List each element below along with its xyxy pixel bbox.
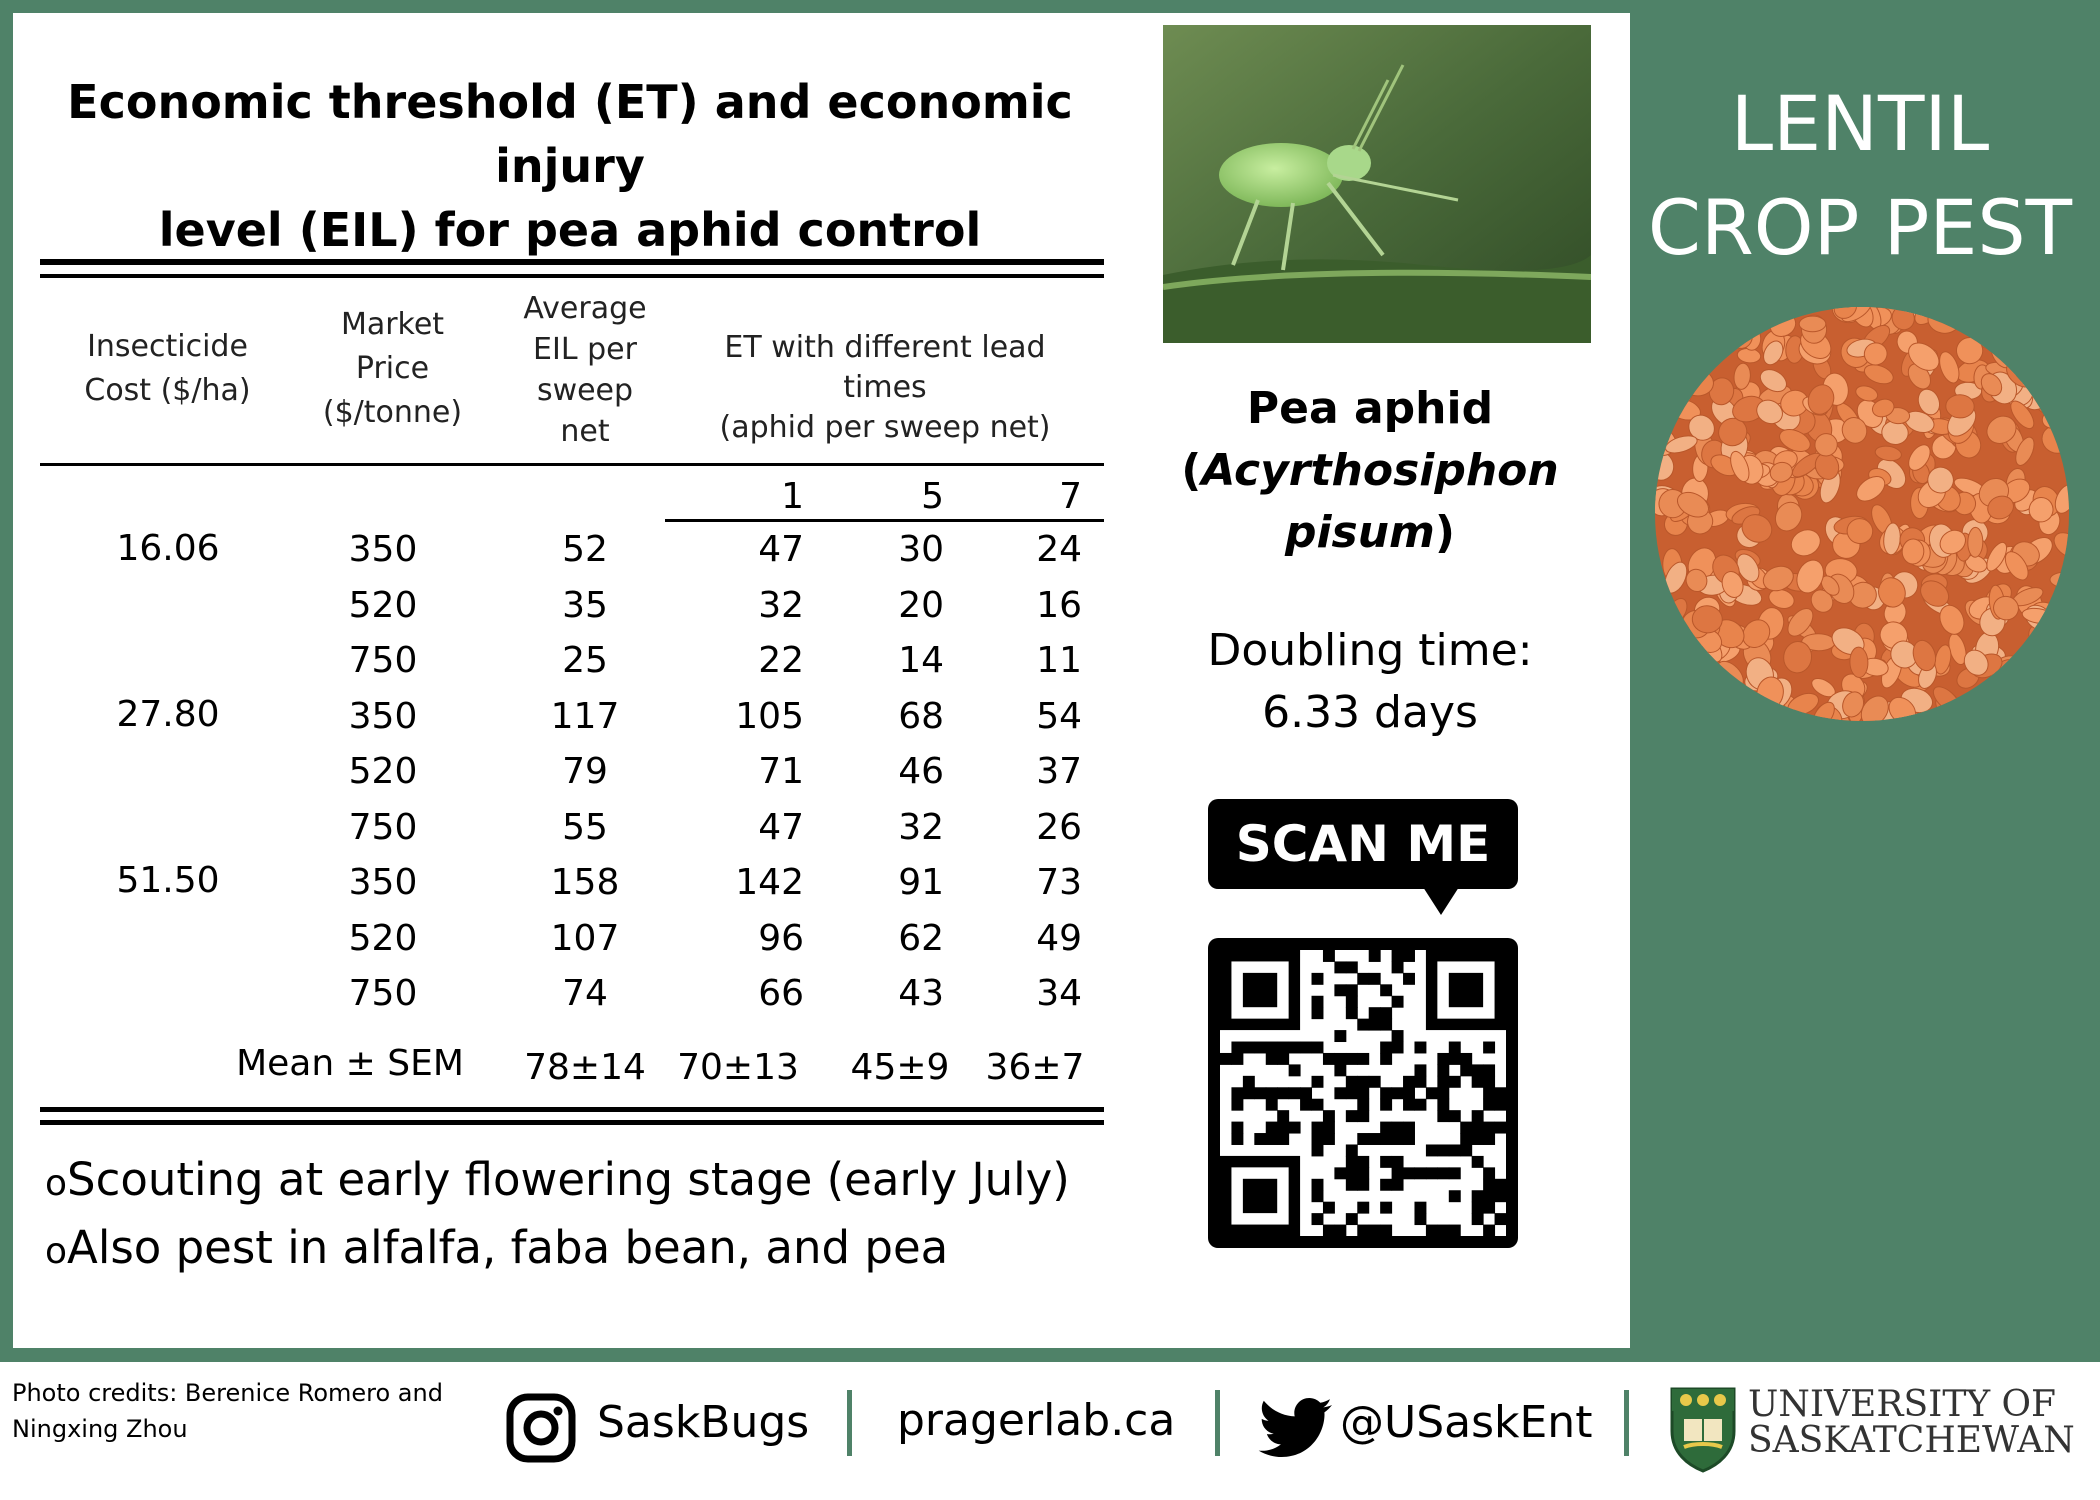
footer-divider [847,1390,852,1456]
header-et-lead-times: ET with different lead times (aphid per sweep net) [719,330,1051,445]
instagram-handle[interactable]: SaskBugs [597,1397,810,1448]
table-cell-et5: 32 [898,807,944,848]
university-name: UNIVERSITY OF SASKATCHEWAN [1748,1384,2075,1461]
doubling-time: Doubling time: 6.33 days [1207,625,1533,738]
mean-et7: 36±7 [985,1047,1085,1088]
table-cell-price: 350 [348,696,418,737]
lead-time-1: 1 [781,476,804,517]
table-cell-price: 750 [348,640,418,681]
header-insecticide-cost: Insecticide Cost ($/ha) [84,329,251,408]
table-cell-eil: 158 [550,862,620,903]
bullet-list [45,1148,1070,1284]
university-crest-icon [1668,1385,1738,1473]
table-cell-price: 350 [348,862,418,903]
table-cell-et1: 66 [758,973,804,1014]
table-cell-price: 520 [348,585,418,626]
table-cell-et1: 71 [758,751,804,792]
table-cell-et1: 96 [758,918,804,959]
table-cell-et7: 26 [1036,807,1082,848]
lead-time-5: 5 [921,476,944,517]
mean-et5: 45±9 [850,1047,950,1088]
header-average-eil: Average EIL per sweep net [523,291,647,449]
list-item: oScouting at early flowering stage (early July) [45,1153,1070,1206]
photo-credits: Photo credits: Berenice Romero and Ningxing Zhou [12,1379,443,1443]
table-top-rule [40,259,1104,265]
lentil-photo [1655,307,2069,721]
table-cell-price: 750 [348,807,418,848]
table-cell-price: 520 [348,918,418,959]
table-cell-price: 350 [348,529,418,570]
header-rule [40,463,1104,466]
mean-eil: 78±14 [524,1047,646,1088]
table-cell-eil: 52 [562,529,608,570]
table-cell-et7: 37 [1036,751,1082,792]
list-item: oAlso pest in alfalfa, faba bean, and pea [45,1221,949,1274]
scan-me-pointer [1423,887,1459,915]
cost-group-3: 51.50 [116,860,220,901]
page-title: Economic threshold (ET) and economic injury level (EIL) for pea aphid control [67,75,1073,257]
twitter-handle[interactable]: @USaskEnt [1340,1397,1593,1448]
header-market-price: Market Price ($/tonne) [322,307,463,430]
table-cell-et5: 30 [898,529,944,570]
table-cell-eil: 117 [550,696,620,737]
footer-divider [1624,1390,1629,1456]
twitter-icon[interactable] [1258,1397,1334,1461]
scan-me-label: SCAN ME [1208,799,1518,889]
table-cell-et7: 24 [1036,529,1082,570]
table-top-rule-thin [40,274,1104,278]
table-cell-et1: 47 [758,807,804,848]
table-cell-et1: 142 [735,862,804,903]
table-cell-et5: 43 [898,973,944,1014]
table-cell-et7: 54 [1036,696,1082,737]
table-cell-eil: 74 [562,973,608,1014]
mean-et1: 70±13 [677,1047,799,1088]
aphid-photo [1163,25,1591,343]
species-name: Pea aphid (Acyrthosiphon pisum) [1181,383,1559,558]
aphid-illustration [1163,25,1591,343]
table-cell-et7: 16 [1036,585,1082,626]
lead-time-7: 7 [1059,476,1082,517]
qr-code[interactable] [1208,938,1518,1248]
table-cell-et1: 32 [758,585,804,626]
table-cell-et7: 11 [1036,640,1082,681]
table-cell-et5: 14 [898,640,944,681]
lead-time-rule [665,519,1104,522]
qr-code-icon [1220,950,1506,1236]
table-cell-eil: 25 [562,640,608,681]
table-cell-et7: 49 [1036,918,1082,959]
mean-label: Mean ± SEM [236,1043,464,1084]
lentil-illustration [1655,307,2069,721]
table-bottom-rule [40,1107,1104,1112]
table-cell-et1: 105 [735,696,804,737]
website-link[interactable]: pragerlab.ca [897,1395,1176,1446]
table-cell-eil: 79 [562,751,608,792]
table-cell-et1: 47 [758,529,804,570]
instagram-icon[interactable] [505,1392,577,1464]
table-cell-price: 520 [348,751,418,792]
table-cell-eil: 35 [562,585,608,626]
cost-group-1: 16.06 [116,528,220,569]
table-cell-et5: 62 [898,918,944,959]
table-cell-et5: 68 [898,696,944,737]
footer-divider [1215,1390,1220,1456]
table-cell-et5: 20 [898,585,944,626]
cost-group-2: 27.80 [116,694,220,735]
table-bottom-rule-thin [40,1120,1104,1125]
crop-pest-title: LENTIL CROP PEST [1647,79,2073,272]
table-cell-et1: 22 [758,640,804,681]
table-cell-et7: 34 [1036,973,1082,1014]
table-cell-eil: 55 [562,807,608,848]
table-cell-et5: 91 [898,862,944,903]
table-cell-et5: 46 [898,751,944,792]
table-cell-eil: 107 [550,918,620,959]
table-cell-price: 750 [348,973,418,1014]
table-cell-et7: 73 [1036,862,1082,903]
